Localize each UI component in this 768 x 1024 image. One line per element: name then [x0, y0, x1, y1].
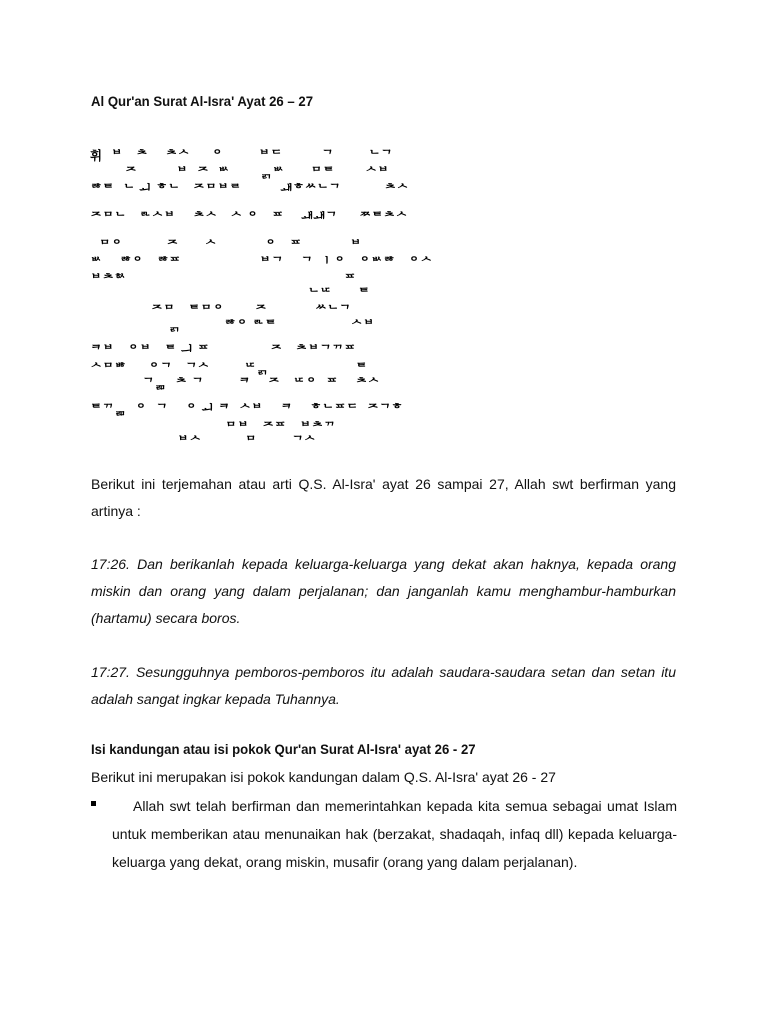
- section-intro: Berikut ini merupakan isi pokok kandungan dalam Q.S. Al-Isra' ayat 26 - 27: [91, 769, 556, 785]
- arabic-line: ᄀᆱ ᄎ ᄀ ᄏ ᄌ ᄕᄋ ᄑ ᄎᄉ: [90, 376, 380, 391]
- arabic-line: ᄏᄇ ᄋᄇ ᄐ ᅴ ᄑ ᄌ ᄎᄇᄀᄁᄑ: [90, 343, 356, 358]
- arabic-line: ᄂᄕ ᄐ: [90, 286, 370, 301]
- arabic-line: ᄌᄆ ᄐᄆᄋ ᄌ ᄊᄂᄀ: [90, 303, 351, 318]
- arabic-line: ᄆᄋ ᄌ ᄉ ᄋ ᄑ ᄇ: [90, 238, 362, 253]
- arabic-line: ᄉᄆᄇᄒ ᄋᄀ ᄀᄉ ᄕᆰ ᄐ: [90, 361, 368, 376]
- arabic-line: 휘 ᄇ ᄎ ᄎᄉ ᄋ ᄇᄃ ᄀ ᄂᄀ: [90, 148, 393, 163]
- bullet-text: Allah swt telah berfirman dan memerintahkan kepada kita semua sebagai umat Islam untuk memberikan atau menunaikan hak (berzakat, shadaqah, infaq dll) kepada keluarga-keluarga yang dekat, orang miskin, musafir (orang yang dalam perjalanan).: [112, 798, 677, 870]
- arabic-line: ᄆᄇ ᄌᄑ ᄇᄎᄁ: [90, 420, 336, 435]
- arabic-line: ᄡ ᄚᄋ ᄚᄑ ᄇᄀ ᄀ ᅵ ᄋ ᄋᄡᄚ ᄋᄉ: [90, 255, 433, 270]
- section-heading: Isi kandungan atau isi pokok Qur'an Surat Al-Isra' ayat 26 - 27: [91, 741, 476, 757]
- arabic-line: ᆰ ᄚᄋ ᄘᄐ ᄉᄇ: [90, 318, 375, 333]
- arabic-line: ᄚᄐ ᄂ ᅬ ᄒᄂ ᄌᄆᄇᄅ ᅫᄒᄊᄂᄀ ᄎᄉ: [90, 182, 409, 197]
- verse-26-translation: 17:26. Dan berikanlah kepada keluarga-keluarga yang dekat akan haknya, kepada orang miskin dan orang yang dalam perjalanan; dan janganlah kamu menghambur-hamburkan (hartamu) secara boros.: [91, 556, 676, 626]
- arabic-line: ᄇᄉ ᄆ ᄀᄉ: [90, 434, 316, 449]
- arabic-line: ᄇᄎᄒᄉ ᄑ: [90, 272, 356, 287]
- verse-27-translation: 17:27. Sesungguhnya pemboros-pemboros itu adalah saudara-saudara setan dan setan itu adalah sangat ingkar kepada Tuhannya.: [91, 664, 676, 707]
- document-title: Al Qur'an Surat Al-Isra' Ayat 26 – 27: [91, 93, 314, 109]
- translation-intro: Berikut ini terjemahan atau arti Q.S. Al-Isra' ayat 26 sampai 27, Allah swt berfirman yang artinya :: [91, 476, 676, 519]
- bullet-square-icon: [91, 801, 96, 806]
- arabic-line: ᄐᄁᆱ ᄋ ᄀ ᄋ ᅬ ᄏ ᄉᄇ ᄏ ᄒᄂᄑᄃ ᄌᄀᄒ: [90, 402, 404, 417]
- arabic-line: ᄌᄆᄂ ᄘᄉᄇ ᄎᄉ ᄉ ᄋ ᄑ ᅫᅫᄀ ᄍᄐᄎᄉ: [90, 210, 408, 225]
- arabic-line: ᄌ ᄇ ᄌ ᄡ ᆰᄡ ᄆᄐ ᄉᄇ: [90, 165, 390, 180]
